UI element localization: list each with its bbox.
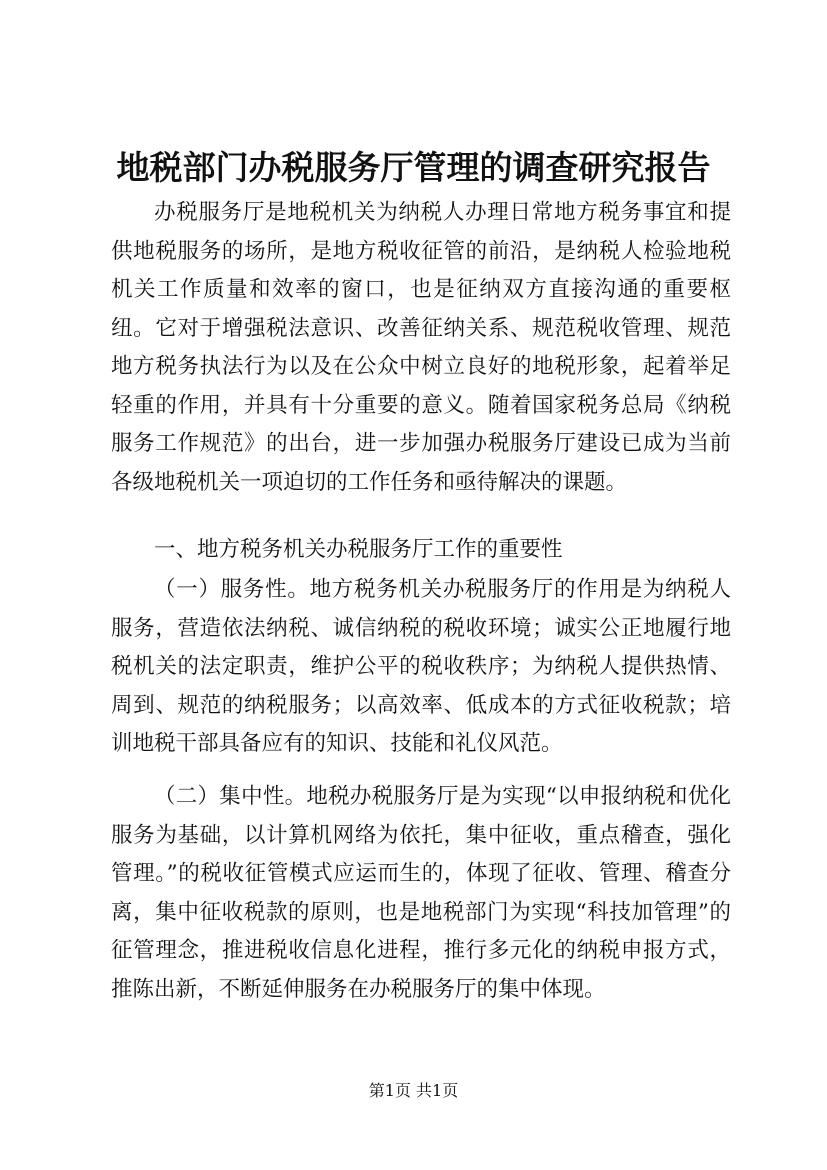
section-heading: 一、地方税务机关办税服务厅工作的重要性 — [154, 537, 563, 562]
intro-paragraph: 办税服务厅是地税机关为纳税人办理日常地方税务事宜和提供地税服务的场所，是地方税收征管的前沿，是纳税人检验地税机关工作质量和效率的窗口，也是征纳双方直接沟通的重要枢纽。它对于增强税法意识、改善征纳关系、规范税收管理、规范地方税务执法行为以及在公众中树立良好的地税形象，起着举足轻重的作用，并具有十分重要的意义。随着国家税务总局《纳税服务工作规范》的出台，进一步加强办税服务厅建设已成为当前各级地税机关一项迫切的工作任务和亟待解决的课题。 — [111, 200, 731, 495]
service-paragraph-block — [111, 571, 731, 764]
service-paragraph: （一）服务性。地方税务机关办税服务厅的作用是为纳税人服务，营造依法纳税、诚信纳税的税收环境；诚实公正地履行地税机关的法定职责，维护公平的税收秩序；为纳税人提供热情、周到、规范的纳税服务；以高效率、低成本的方式征收税款；培训地税干部具备应有的知识、技能和礼仪风范。 — [111, 577, 731, 756]
document-title: 地税部门办税服务厅管理的调查研究报告 — [116, 148, 711, 187]
centralization-paragraph: （二）集中性。地税办税服务厅是为实现“以申报纳税和优化服务为基础，以计算机网络为依托，集中征收，重点稽查，强化管理。”的税收征管模式应运而生的，体现了征收、管理、稽查分离，集中征收税款的原则，也是地税部门为实现“科技加管理”的征管理念，推进税收信息化进程，推行多元化的纳税申报方式，推陈出新，不断延伸服务在办税服务厅的集中体现。 — [111, 784, 731, 1002]
intro-paragraph-block — [111, 194, 731, 502]
page-footer: 第1页 共1页 — [368, 1081, 459, 1100]
section-heading-block — [111, 531, 731, 570]
centralization-paragraph-block — [111, 778, 731, 1009]
